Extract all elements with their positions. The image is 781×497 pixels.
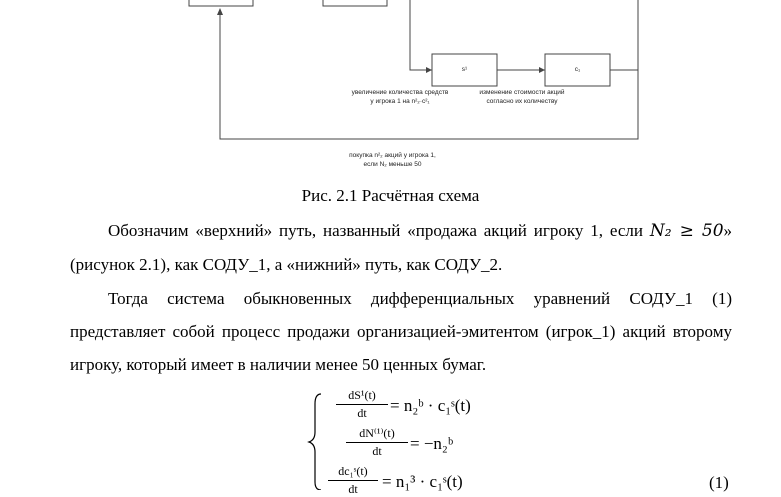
inline-math: N₂ ≥ 50 xyxy=(649,221,724,241)
bottom-label-line1: покупка n²₂ акций у игрока 1, xyxy=(349,152,436,159)
s-box-label: s¹ xyxy=(461,66,468,73)
eq1-fraction xyxy=(336,388,388,421)
left-label-line1: увеличение количества средств xyxy=(351,89,449,96)
eq2-numerator: dN⁽¹⁾(t) xyxy=(346,426,408,443)
eq3-numerator: dc₁ˢ(t) xyxy=(328,464,378,481)
paragraph-2-line2: представляет собой процесс продажи организацией-эмитентом (игрок_1) акций xyxy=(70,322,666,341)
eq1-rhs: = n₂ᵇ · c₁ˢ(t) xyxy=(390,396,471,415)
right-label xyxy=(462,88,582,106)
eq1-numerator: dS¹(t) xyxy=(336,388,388,405)
left-label-line2: у игрока 1 на n²₂·c²₁ xyxy=(370,98,430,105)
top-box-right xyxy=(323,0,387,6)
left-label xyxy=(340,88,460,106)
equation-number: (1) xyxy=(709,473,729,492)
eq3-fraction xyxy=(328,464,378,497)
paragraph-1-rest: » (рисунок 2.1), как СОДУ_1, а «нижний» путь, как СОДУ_2. xyxy=(70,221,733,274)
paragraph-1-line1: Обозначим «верхний» путь, названный «продажа акций игроку 1, если xyxy=(108,221,643,240)
paragraph-2-line1: Тогда система обыкновенных дифференциальных уравнений СОДУ_1 (1) xyxy=(108,289,732,308)
paragraph-2 xyxy=(70,282,732,381)
right-label-line1: изменение стоимости акций xyxy=(479,89,565,96)
eq3-denominator: dt xyxy=(348,482,358,496)
eq2-fraction xyxy=(346,426,408,459)
paragraph-1 xyxy=(70,214,732,281)
bottom-label-line2: если N₂ меньше 50 xyxy=(363,161,422,168)
top-box-left xyxy=(189,0,253,6)
eq2-denominator: dt xyxy=(372,444,382,458)
figure-caption: Рис. 2.1 Расчётная схема xyxy=(301,186,480,205)
eq2-rhs: = −n₂ᵇ xyxy=(410,434,454,453)
flow-diagram xyxy=(0,0,781,180)
bottom-label xyxy=(330,151,455,169)
system-brace xyxy=(305,390,325,490)
eq3-rhs: = n₁³ · c₁ˢ(t) xyxy=(382,472,463,491)
paragraph-2-line3: второму игроку, который имеет в наличии менее 50 ценных бумаг. xyxy=(70,322,732,374)
right-label-line2: согласно их количеству xyxy=(486,98,558,105)
eq1-denominator: dt xyxy=(357,406,367,420)
c-box-label: c₁ xyxy=(574,66,581,73)
